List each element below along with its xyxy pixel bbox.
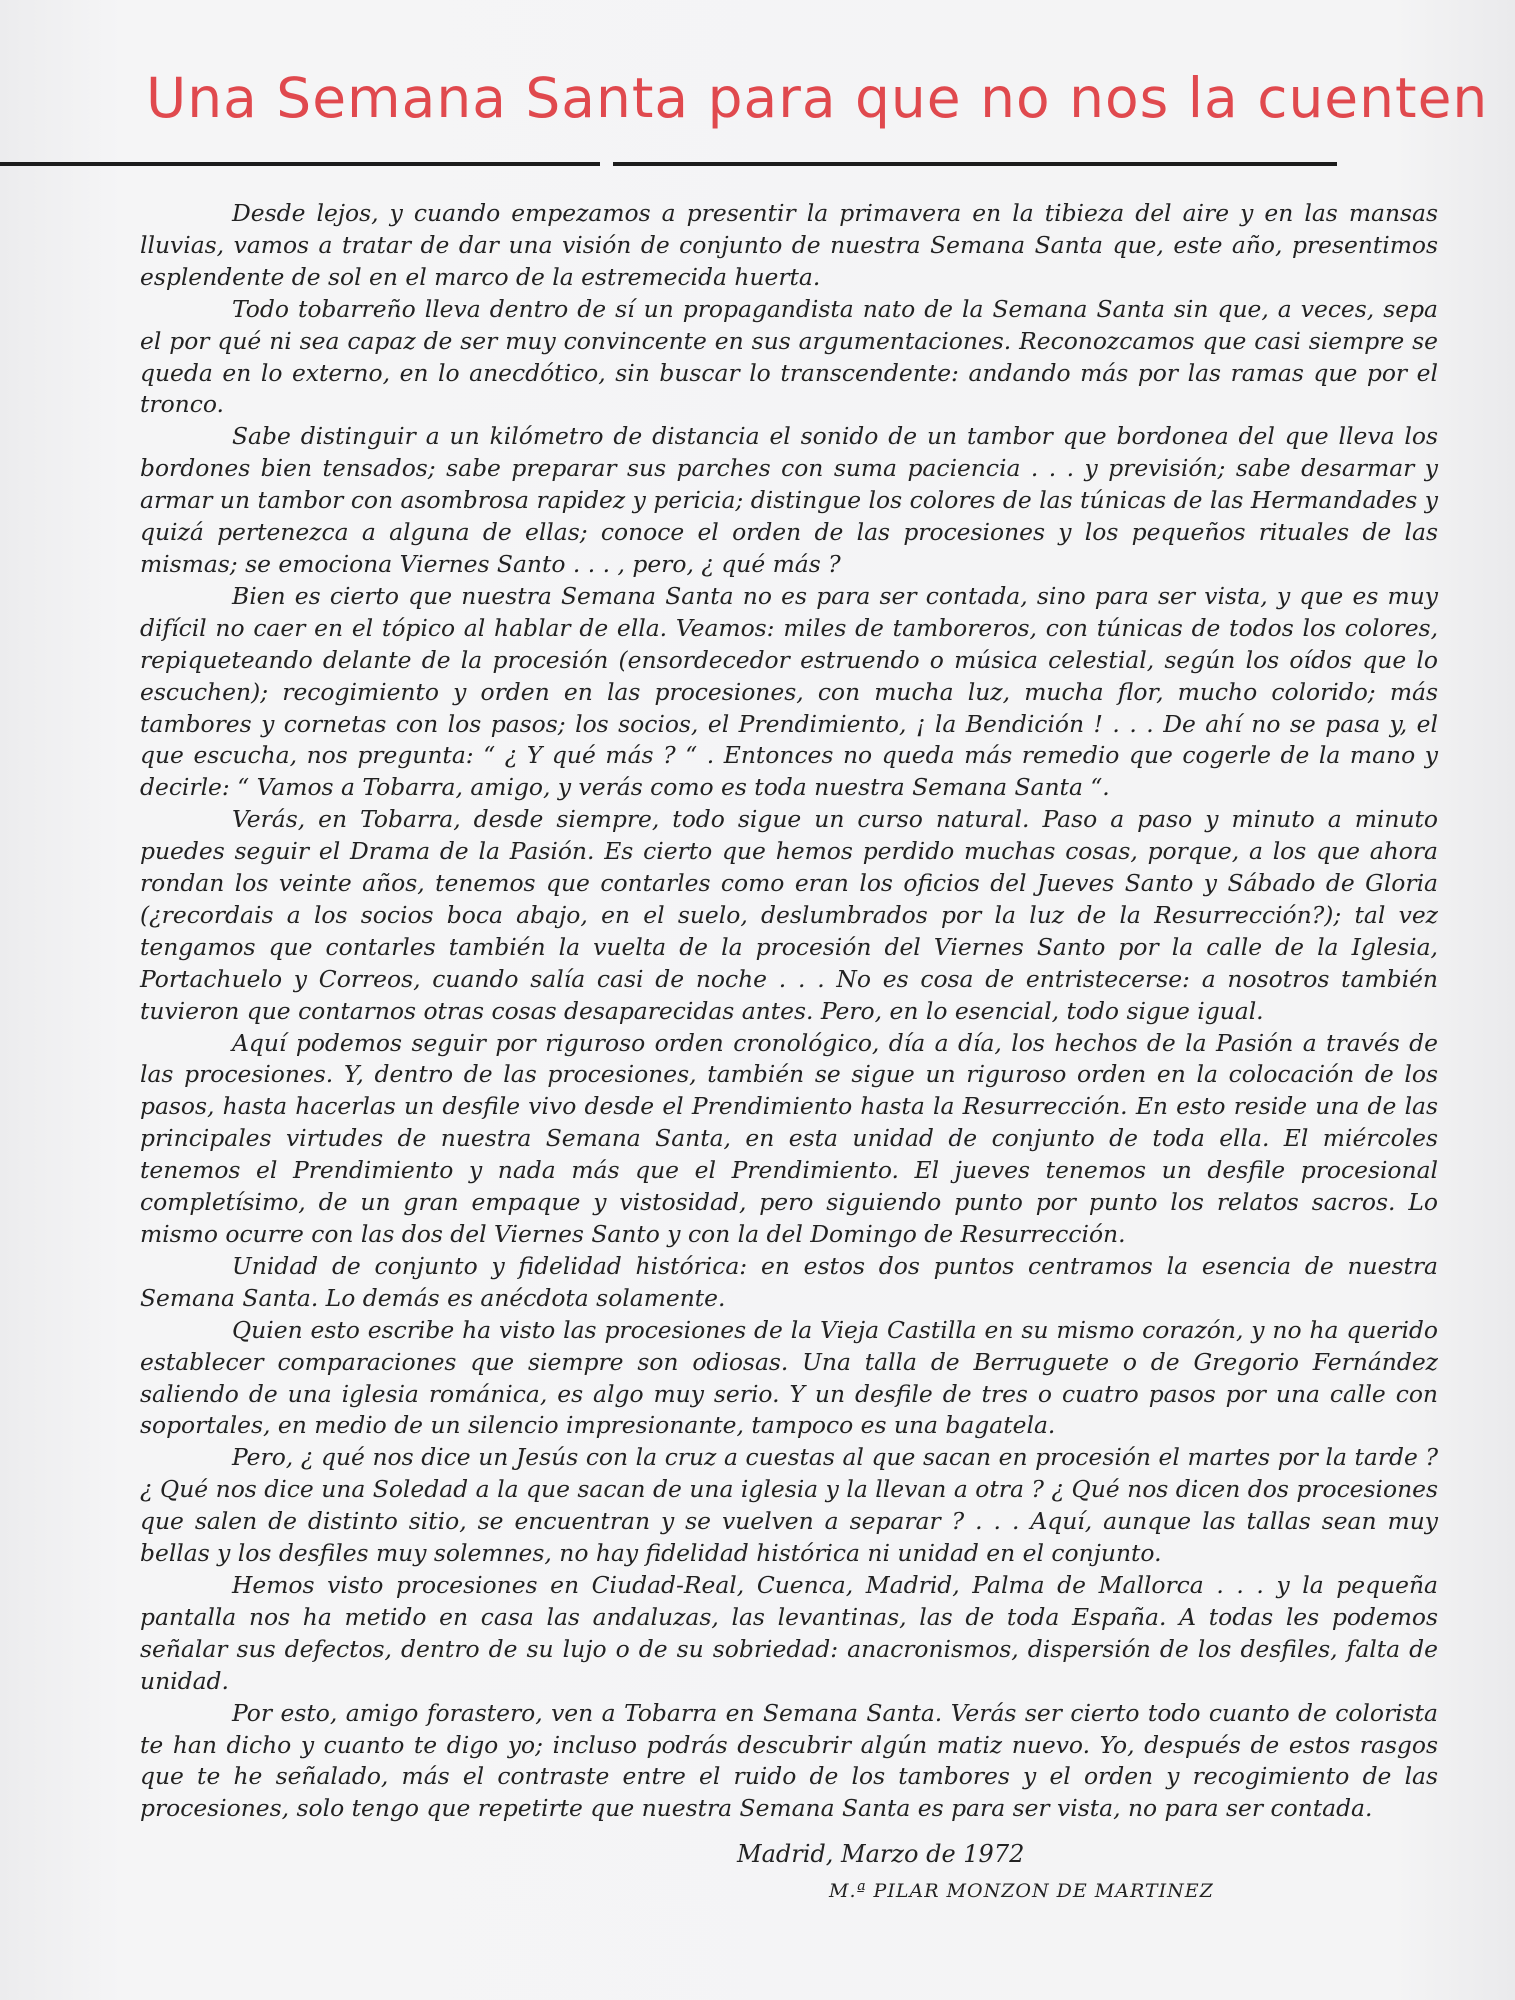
dateline: Madrid, Marzo de 1972 xyxy=(737,1840,1025,1868)
paragraph: Bien es cierto que nuestra Semana Santa no es para ser contada, sino para ser vista, y que es muy difícil no caer en el tópico al hablar de ella. Veamos: miles de tamboreros, con túnicas de todos los colores, repiqueteando delante de la procesión (ensordecedor estruendo o música celestial, según los oídos que lo escuchen); recogimiento y orden en las procesiones, con mucha luz, mucha flor, mucho colorido; más tambores y cornetas con los pasos; los socios, el Prendimiento, ¡ la Bendición ! . . . De ahí no se pasa y, el que escucha, nos pregunta: “ ¿ Y qué más ? “ . Entonces no queda más remedio que cogerle de la mano y decirle: “ Vamos a Tobarra, amigo, y verás como es toda nuestra Semana Santa “. xyxy=(140,581,1438,802)
paragraph: Quien esto escribe ha visto las procesiones de la Vieja Castilla en su mismo corazón, y no ha querido establecer comparaciones que siempre son odiosas. Una talla de Berruguete o de Gregorio Fernández saliendo de una iglesia románica, es algo muy serio. Y un desfile de tres o cuatro pasos por una calle con soportales, en medio de un silencio impresionante, tampoco es una bagatela. xyxy=(140,1315,1438,1440)
paragraph: Todo tobarreño lleva dentro de sí un propagandista nato de la Semana Santa sin que, a veces, sepa el por qué ni sea capaz de ser muy convincente en sus argumentaciones. Reconozcamos que casi siempre se queda en lo externo, en lo anecdótico, sin buscar lo transcendente: andando más por las ramas que por el tronco. xyxy=(140,294,1438,419)
author-signature: M.ª PILAR MONZON DE MARTINEZ xyxy=(829,1880,1214,1902)
paragraph: Verás, en Tobarra, desde siempre, todo sigue un curso natural. Paso a paso y minuto a minuto puedes seguir el Drama de la Pasión. Es cierto que hemos perdido muchas cosas, porque, a los que ahora rondan los veinte años, tenemos que contarles como eran los oficios del Jueves Santo y Sábado de Gloria (¿recordais a los socios boca abajo, en el suelo, deslumbrados por la luz de la Resurrección?); tal vez tengamos que contarles también la vuelta de la procesión del Viernes Santo por la calle de la Iglesia, Portachuelo y Correos, cuando salía casi de noche . . . No es cosa de entristecerse: a nosotros también tuvieron que contarnos otras cosas desaparecidas antes. Pero, en lo esencial, todo sigue igual. xyxy=(140,805,1438,1025)
paragraph: Sabe distinguir a un kilómetro de distancia el sonido de un tambor que bordonea del que lleva los bordones bien tensados; sabe preparar sus parches con suma paciencia . . . y previsión; sabe desarmar y armar un tambor con asombrosa rapidez y pericia; distingue los colores de las túnicas de las Hermandades y quizá pertenezca a alguna de ellas; conoce el orden de las procesiones y los pequeños rituales de las mismas; se emociona Viernes Santo . . . , pero, ¿ qué más ? xyxy=(140,422,1438,578)
paragraph: Aquí podemos seguir por riguroso orden cronológico, día a día, los hechos de la Pasión a través de las procesiones. Y, dentro de las procesiones, también se sigue un riguroso orden en la colocación de los pasos, hasta hacerlas un desfile vivo desde el Prendimiento hasta la Resurrección. En esto reside una de las principales virtudes de nuestra Semana Santa, en esta unidad de conjunto de toda ella. El miércoles tenemos el Prendimiento y nada más que el Prendimiento. El jueves tenemos un desfile procesional completísimo, de un gran empaque y vistosidad, pero siguiendo punto por punto los relatos sacros. Lo mismo ocurre con las dos del Viernes Santo y con la del Domingo de Resurrección. xyxy=(140,1028,1438,1248)
article-title: Una Semana Santa para que no nos la cuenten xyxy=(146,66,1489,130)
paragraph: Unidad de conjunto y fidelidad histórica: en estos dos puntos centramos la esencia de nuestra Semana Santa. Lo demás es anécdota solamente. xyxy=(140,1251,1438,1312)
article-body xyxy=(140,198,1438,1825)
paragraph: Pero, ¿ qué nos dice un Jesús con la cruz a cuestas al que sacan en procesión el martes por la tarde ? ¿ Qué nos dice una Soledad a la que sacan de una iglesia y la llevan a otra ? ¿ Qué nos dicen dos procesiones que salen de distinto sitio, se encuentran y se vuelven a separar ? . . . Aquí, aunque las tallas sean muy bellas y los desfiles muy solemnes, no hay fidelidad histórica ni unidad en el conjunto. xyxy=(140,1443,1438,1568)
title-rule-right xyxy=(613,162,1337,166)
paragraph: Por esto, amigo forastero, ven a Tobarra en Semana Santa. Verás ser cierto todo cuanto de colorista te han dicho y cuanto te digo yo; incluso podrás descubrir algún matiz nuevo. Yo, después de estos rasgos que te he señalado, más el contraste entre el ruido de los tambores y el orden y recogimiento de las procesiones, solo tengo que repetirte que nuestra Semana Santa es para ser vista, no para ser contada. xyxy=(140,1698,1438,1823)
paragraph: Desde lejos, y cuando empezamos a presentir la primavera en la tibieza del aire y en las mansas lluvias, vamos a tratar de dar una visión de conjunto de nuestra Semana Santa que, este año, presentimos esplendente de sol en el marco de la estremecida huerta. xyxy=(140,199,1438,291)
paragraph: Hemos visto procesiones en Ciudad-Real, Cuenca, Madrid, Palma de Mallorca . . . y la pequeña pantalla nos ha metido en casa las andaluzas, las levantinas, las de toda España. A todas les podemos señalar sus defectos, dentro de su lujo o de su sobriedad: anacronismos, dispersión de los desfiles, falta de unidad. xyxy=(140,1570,1438,1695)
title-rule-left xyxy=(0,162,600,166)
